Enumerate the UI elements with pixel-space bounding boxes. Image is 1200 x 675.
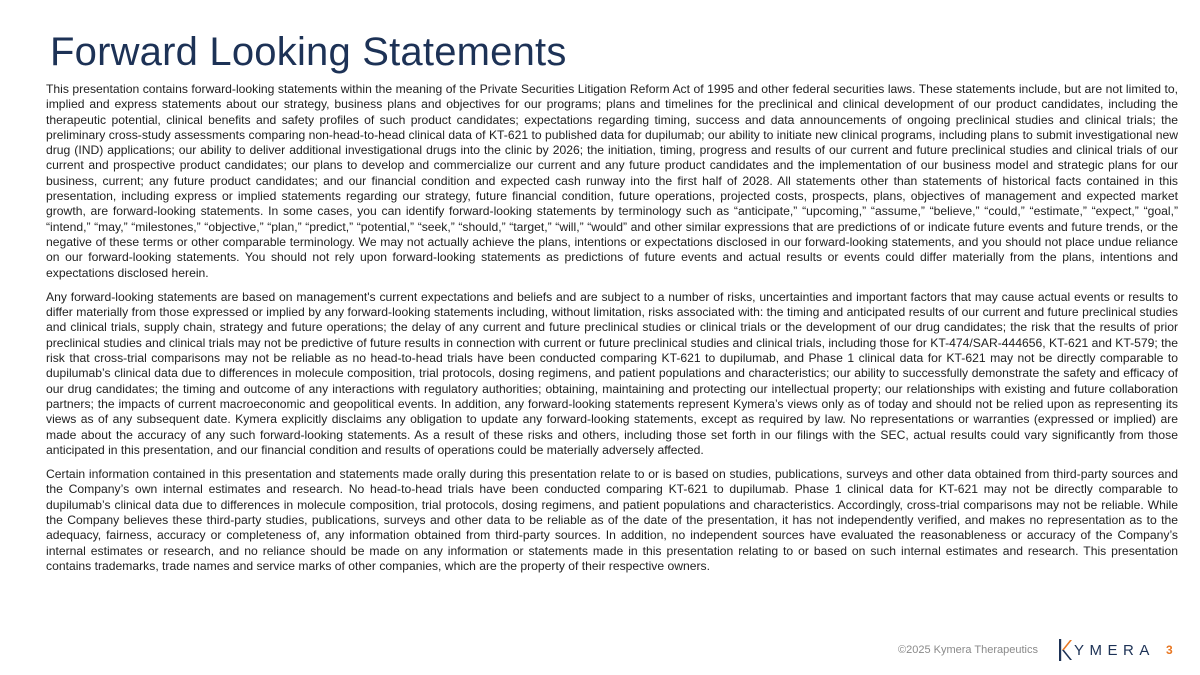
kymera-k-mark-icon — [1058, 638, 1072, 662]
paragraph-forward-looking: This presentation contains forward-looking statements within the meaning of the Private Securities Litigation Reform Act of 1995 and other federal securities laws. These statements include, but are not limited to, implied and express statements about our strategy, business plans and objectives for our programs; plans and timelines for the preclinical and clinical development of our product candidates, including the therapeutic potential, clinical benefits and safety profiles of such product candidates; expectations regarding timing, success and data announcements of ongoing preclinical studies and clinical trials; the preliminary cross-study assessments comparing non-head-to-head clinical data of KT-621 to published data for dupilumab; our ability to initiate new clinical programs, including plans to submit investigational new drug (IND) applications; our ability to deliver additional investigational drugs into the clinic by 2026; the initiation, timing, progress and results of our current and future preclinical studies and clinical trials of our current and prospective product candidates; our plans to develop and commercialize our current and any future product candidates and the implementation of our business model and strategic plans for our business, current; any future product candidates; and our financial condition and expected cash runway into the first half of 2028. All statements other than statements of historical facts contained in this presentation, including express or implied statements regarding our strategy, future financial condition, future operations, projected costs, prospects, plans, objectives of management and expected market growth, are forward-looking statements. In some cases, you can identify forward-looking statements by terminology such as “anticipate,” “upcoming,” “assume,” “believe,” “could,” “estimate,” “expect,” “goal,” “intend,” “may,” “milestones,” “objective,” “plan,” “predict,” “potential,” “seek,” “should,” “target,” “will,” “would” and other similar expressions that are predictions of or indicate future events and future trends, or the negative of these terms or other comparable terminology. We may not actually achieve the plans, intentions or expectations disclosed in our forward-looking statements, and you should not place undue reliance on our forward-looking statements. You should not rely upon forward-looking statements as predictions of future events and actual results or events could differ materially from the plans, intentions and expectations disclosed herein. — [46, 82, 1178, 280]
statement-body — [46, 82, 1178, 583]
paragraph-third-party-data: Certain information contained in this presentation and statements made orally during this presentation relate to or is based on studies, publications, surveys and other data obtained from third-party sources and the Company’s own internal estimates and research. No head-to-head trials have been conducted comparing KT-621 to dupilumab. Phase 1 clinical data for KT-621 may not be directly comparable to dupilumab’s clinical data due to differences in molecule composition, trial protocols, dosing regimens, and patient populations and characteristics. Accordingly, cross-trial comparisons may not be reliable. While the Company believes these third-party studies, publications, surveys and other data to be reliable as of the date of the presentation, it has not independently verified, and makes no representation as to the adequacy, fairness, accuracy or completeness of, any information obtained from third-party sources. In addition, no independent sources have evaluated the reasonableness or accuracy of the Company’s internal estimates or research, and no reliance should be made on any information or statements made in this presentation relating to or based on such internal estimates and research. This presentation contains trademarks, trade names and service marks of other companies, which are the property of their respective owners. — [46, 467, 1178, 573]
page-title: Forward Looking Statements — [50, 30, 567, 74]
copyright-notice: ©2025 Kymera Therapeutics — [898, 644, 1038, 656]
paragraph-risks: Any forward-looking statements are based on management's current expectations and beliefs and are subject to a number of risks, uncertainties and important factors that may cause actual events or results to differ materially from those expressed or implied by any forward-looking statements including, without limitation, risks associated with: the timing and anticipated results of our current and future preclinical studies and clinical trials, supply chain, strategy and future operations; the delay of any current and future preclinical studies or clinical trials or the development of our drug candidates; the risk that the results of prior preclinical studies and clinical trials may not be predictive of future results in connection with current or future preclinical studies and clinical trials, including those for KT-474/SAR-444656, KT-621 and KT-579; the risk that cross-trial comparisons may not be reliable as no head-to-head trials have been conducted comparing KT-621 to dupilumab, and Phase 1 clinical data for KT-621 may not be directly comparable to dupilumab’s clinical data due to differences in molecule composition, trial protocols, dosing regimens, and patient populations and characteristics; our ability to successfully demonstrate the safety and efficacy of our drug candidates; the timing and outcome of any interactions with regulatory authorities; obtaining, maintaining and protecting our intellectual property; our relationships with existing and future collaboration partners; the impacts of current macroeconomic and geopolitical events. In addition, any forward-looking statements represent Kymera’s views only as of today and should not be relied upon as representing its views as of any subsequent date. Kymera explicitly disclaims any obligation to update any forward-looking statements, except as required by law. No representations or warranties (expressed or implied) are made about the accuracy of any such forward-looking statements. As a result of these risks and others, including those set forth in our filings with the SEC, actual results could vary significantly from those anticipated in this presentation, and our financial condition and results of operations could be materially adversely affected. — [46, 289, 1178, 457]
page-number: 3 — [1166, 643, 1173, 657]
kymera-logo — [1058, 638, 1155, 662]
logo-wordmark: YMERA — [1074, 641, 1155, 659]
